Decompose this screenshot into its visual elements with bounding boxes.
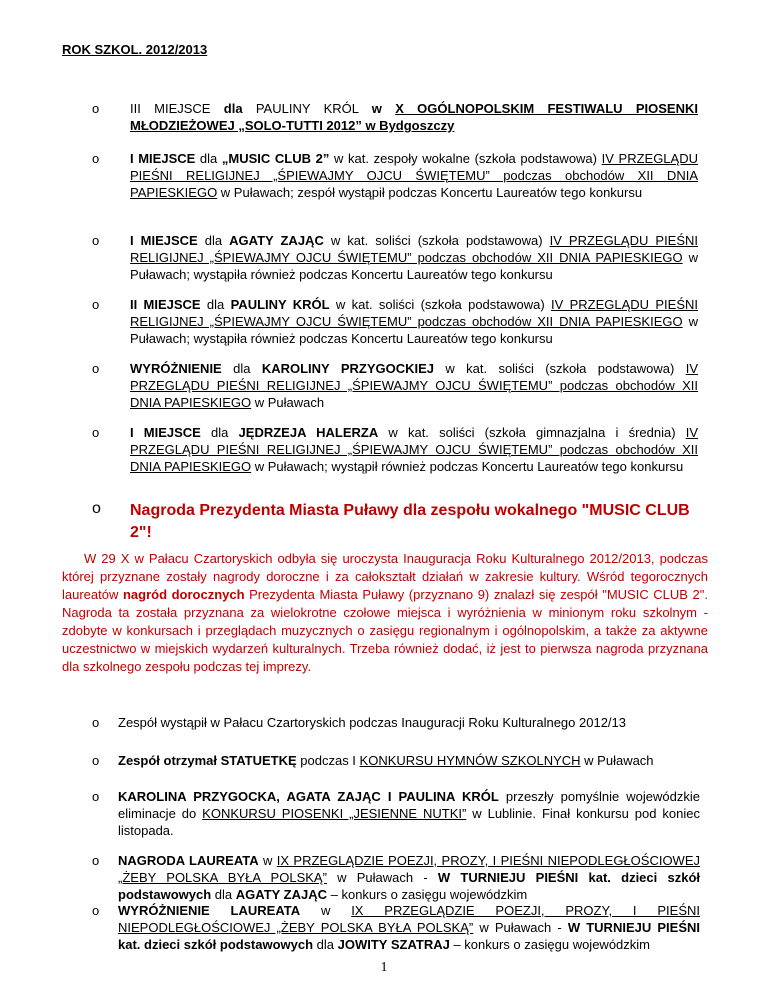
winner-name: KAROLINY PRZYGOCKIEJ	[261, 361, 435, 376]
bold-span: W TURNIEJU PIEŚNI kat. dzieci szkół podstawowych	[118, 870, 700, 902]
contest-name: IV PRZEGLĄDU PIEŚNI RELIGIJNEJ „ŚPIEWAJMY OJCU ŚWIĘTEMU” podczas obchodów XII DNIA PAPIESKIEGO	[130, 361, 698, 410]
document-header: ROK SZKOL. 2012/2013	[62, 42, 208, 57]
place-label: I MIEJSCE	[130, 151, 196, 166]
bullet-icon: o	[92, 753, 100, 768]
text-span: w kat. soliści (szkoła podstawowa)	[323, 233, 550, 248]
text-span: dla	[211, 887, 236, 902]
text-span: III MIEJSCE	[130, 101, 224, 116]
text-span: w Puławach -	[473, 920, 568, 935]
bullet-icon: o	[92, 297, 100, 312]
text-span: w Puławach; wystąpił również podczas Koncertu Laureatów tego konkursu	[251, 459, 684, 474]
list-item-text	[118, 752, 700, 769]
place-label: I MIEJSCE	[130, 233, 198, 248]
text-span: w Puławach; zespół wystąpił podczas Koncertu Laureatów tego konkursu	[217, 185, 643, 200]
bold-span: Zespół otrzymał STATUETKĘ	[118, 753, 297, 768]
place-label: I MIEJSCE	[130, 425, 201, 440]
text-span: dla	[221, 361, 262, 376]
text-span: W 29 X w Pałacu Czartoryskich odbyła się uroczysta Inauguracja Roku Kulturalnego 2012/2013, podczas której przyznane zostały nagrody doroczne i za całokształt działań w zakresie kultury. Wśród tegorocznych laureatów	[62, 551, 708, 602]
contest-name: IV PRZEGLĄDU PIEŚNI RELIGIJNEJ „ŚPIEWAJMY OJCU ŚWIĘTEMU” podczas obchodów XII DNIA PAPIESKIEGO	[130, 151, 698, 200]
bullet-icon: o	[92, 500, 101, 517]
text-span: dla	[195, 151, 222, 166]
page-number: 1	[380, 960, 388, 975]
list-item-text	[130, 360, 698, 411]
text-span: Zespół wystąpił w Pałacu Czartoryskich podczas Inauguracji Roku Kulturalnego 2012/13	[118, 715, 626, 730]
text-span: w Puławach; wystąpiła również podczas Koncertu Laureatów tego konkursu	[130, 314, 698, 346]
award-title: Nagroda Prezydenta Miasta Puławy dla zespołu wokalnego "MUSIC CLUB 2"!	[130, 502, 690, 541]
list-item	[92, 360, 698, 411]
bullet-icon: o	[92, 715, 100, 730]
list-item-text	[130, 100, 698, 134]
text-span: w kat. zespoły wokalne (szkoła podstawowa)	[329, 151, 602, 166]
list-item	[92, 852, 700, 903]
winner-name: AGATY ZAJĄC	[235, 887, 328, 902]
text-span: dla	[313, 937, 338, 952]
text-span: w Lublinie. Finał konkursu pod koniec listopada.	[118, 806, 700, 838]
bold-span: w	[371, 101, 396, 116]
list-item-text	[130, 296, 698, 347]
text-span: w	[258, 853, 277, 868]
list-item-award	[92, 500, 698, 544]
bullet-icon: o	[92, 101, 100, 116]
text-span: PAULINY KRÓL	[242, 101, 372, 116]
contest-name: KONKURSU PIOSENKI „JESIENNE NUTKI”	[202, 806, 467, 821]
bold-span: dla	[223, 101, 243, 116]
text-span: w Puławach	[580, 753, 654, 768]
text-span: w Puławach -	[326, 870, 438, 885]
list-item	[92, 788, 700, 839]
bullet-icon: o	[92, 903, 100, 918]
festival-name: X OGÓLNOPOLSKIM FESTIWALU PIOSENKI MŁODZIEŻOWEJ „SOLO-TUTTI 2012” w Bydgoszczy	[130, 101, 698, 133]
bold-span: KAROLINA PRZYGOCKA, AGATA ZAJĄC I PAULINA KRÓL	[118, 789, 499, 804]
text-span: w kat. soliści (szkoła gimnazjalna i średnia)	[378, 425, 686, 440]
text-span: w kat. soliści (szkoła podstawowa)	[434, 361, 686, 376]
text-span: w	[300, 903, 352, 918]
list-item-text	[130, 424, 698, 475]
contest-name: IV PRZEGLĄDU PIEŚNI RELIGIJNEJ „ŚPIEWAJMY OJCU ŚWIĘTEMU” podczas obchodów XII DNIA PAPIESKIEGO	[130, 425, 698, 474]
list-item	[92, 100, 698, 134]
bold-span: W TURNIEJU PIEŚNI kat. dzieci szkół podstawowych	[118, 920, 700, 952]
contest-name: KONKURSU HYMNÓW SZKOLNYCH	[359, 753, 581, 768]
text-span: dla	[200, 297, 231, 312]
bullet-icon: o	[92, 361, 100, 376]
list-item	[92, 296, 698, 347]
list-item	[92, 232, 698, 283]
text-span: w kat. soliści (szkoła podstawowa)	[329, 297, 551, 312]
bullet-icon: o	[92, 151, 100, 166]
bold-span: nagród dorocznych	[122, 587, 245, 602]
text-span: podczas I	[296, 753, 360, 768]
text-span: – konkurs o zasięgu wojewódzkim	[327, 887, 528, 902]
text-span: w Puławach	[251, 395, 325, 410]
list-item	[92, 150, 698, 201]
list-item-text	[130, 232, 698, 283]
text-span: przeszły pomyślnie wojewódzkie eliminacje do	[118, 789, 700, 821]
contest-name: IX PRZEGLĄDZIE POEZJI, PROZY, I PIEŚNI NIEPODLEGŁOŚCIOWEJ „ŻEBY POLSKA BYŁA POLSKĄ”	[118, 853, 701, 885]
list-item-text	[130, 150, 698, 201]
contest-name: IV PRZEGLĄDU PIEŚNI RELIGIJNEJ „ŚPIEWAJMY OJCU ŚWIĘTEMU” podczas obchodów XII DNIA PAPIESKIEGO	[130, 297, 698, 329]
bold-span: WYRÓŻNIENIE LAUREATA	[118, 903, 301, 918]
winner-name: JĘDRZEJA HALERZA	[238, 425, 379, 440]
bullet-icon: o	[92, 853, 100, 868]
winner-name: PAULINY KRÓL	[230, 297, 330, 312]
list-item	[92, 752, 700, 769]
text-span: dla	[197, 233, 230, 248]
contest-name: IV PRZEGLĄDU PIEŚNI RELIGIJNEJ „ŚPIEWAJMY OJCU ŚWIĘTEMU” podczas obchodów XII DNIA PAPIESKIEGO	[130, 233, 699, 265]
contest-name: IX PRZEGLĄDZIE POEZJI, PROZY, I PIEŚNI NIEPODLEGŁOŚCIOWEJ „ŻEBY POLSKA BYŁA POLSKĄ”	[118, 903, 700, 935]
text-span: w Puławach; wystąpiła również podczas Koncertu Laureatów tego konkursu	[130, 250, 698, 282]
place-label: WYRÓŻNIENIE	[130, 361, 222, 376]
list-item	[92, 714, 700, 731]
winner-name: „MUSIC CLUB 2”	[221, 151, 330, 166]
place-label: II MIEJSCE	[130, 297, 201, 312]
text-span: Prezydenta Miasta Puławy (przyznano 9) znalazł się zespół "MUSIC CLUB 2". Nagroda ta została przyznana za wielokrotne czołowe miejsca i wyróżnienia w minionym roku szkolnym - zdobyte w konkursach i przeglądach muzycznych o zasięgu regionalnym i ogólnopolskim, a także za aktywne uczestnictwo w miejskich wydarzeń kulturalnych. Trzeba również dodać, iż jest to pierwsza nagroda przyznana dla szkolnego zespołu podczas tej imprezy.	[62, 587, 709, 674]
bullet-icon: o	[92, 425, 100, 440]
award-paragraph	[62, 550, 708, 676]
text-span: dla	[200, 425, 239, 440]
list-item-text	[118, 852, 700, 903]
list-item	[92, 902, 700, 953]
bold-span: NAGRODA LAUREATA	[118, 853, 259, 868]
winner-name: JOWITY SZATRAJ	[337, 937, 450, 952]
bullet-icon: o	[92, 789, 100, 804]
list-item	[92, 424, 698, 475]
text-span: – konkurs o zasięgu wojewódzkim	[449, 937, 650, 952]
list-item-text	[118, 714, 700, 731]
bullet-icon: o	[92, 233, 100, 248]
winner-name: AGATY ZAJĄC	[229, 233, 324, 248]
list-item-text	[118, 788, 700, 839]
list-item-text	[118, 902, 700, 953]
